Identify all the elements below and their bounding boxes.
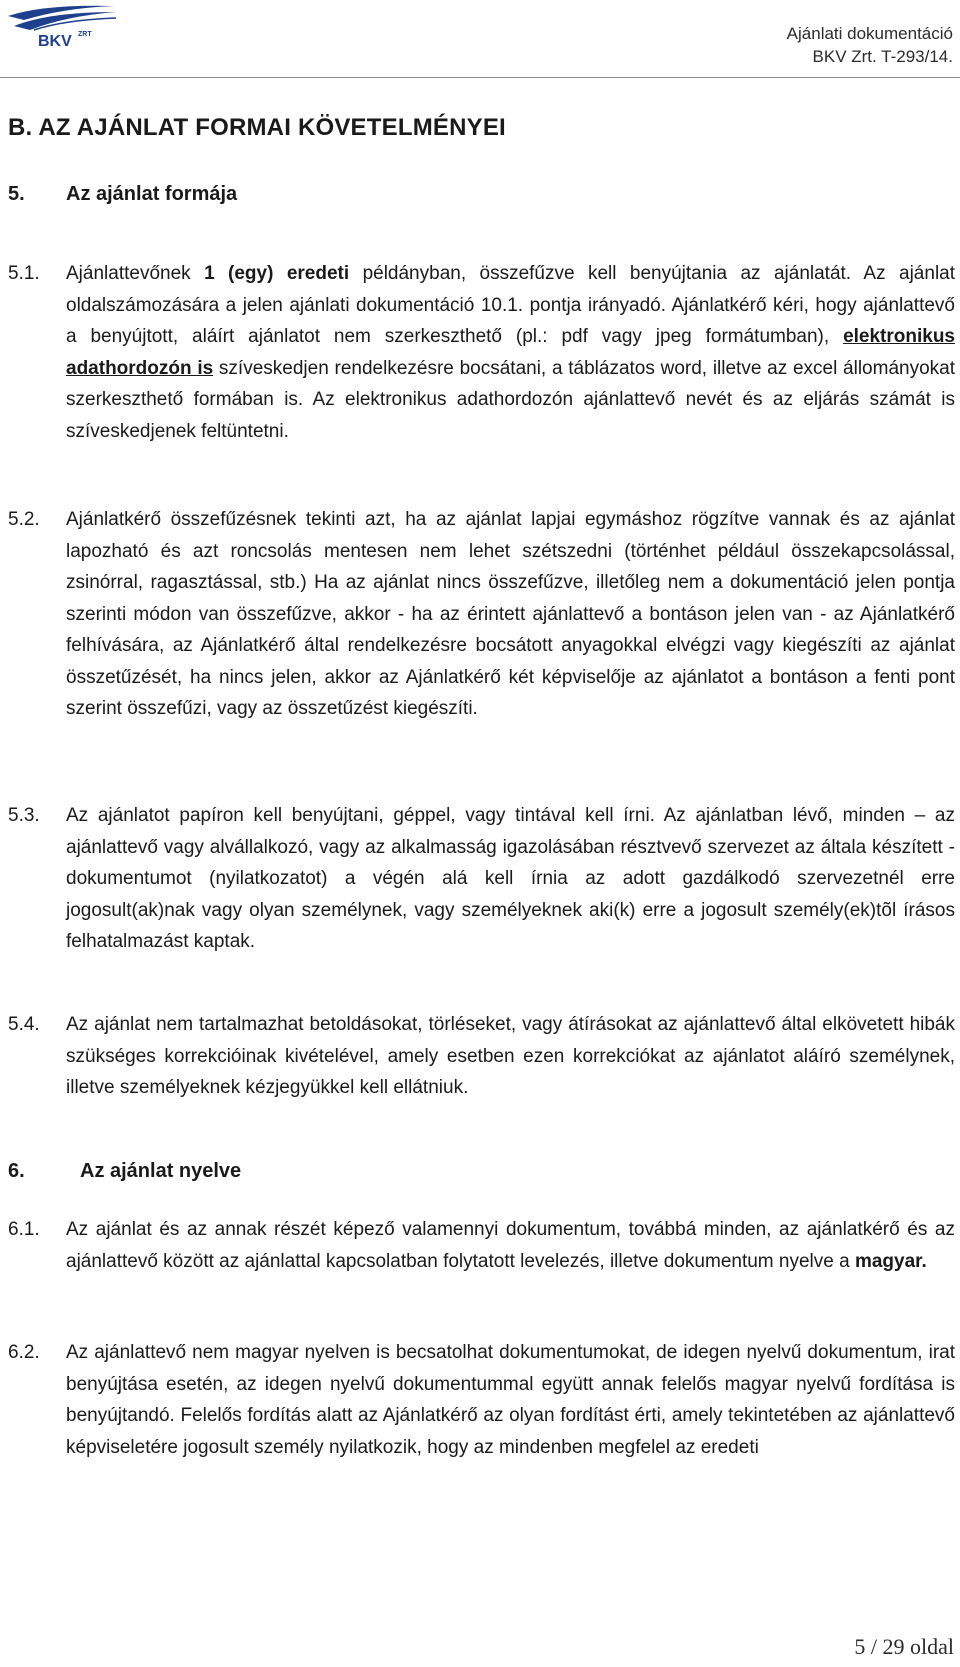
header-doc-ref: BKV Zrt. T-293/14.	[812, 47, 953, 66]
emphasis-language: magyar.	[854, 1250, 927, 1272]
header-divider	[0, 77, 960, 78]
svg-text:BKV: BKV	[38, 33, 72, 50]
para-6-2: Az ajánlattevő nem magyar nyelven is becsatolhat dokumentumokat, de idegen nyelvű dokumentum, irat benyújtása esetén, az idegen nyelvű dokumentummal együtt annak felelős magyar nyelvű fordítása is benyújtandó. Felelős fordítás alatt az Ajánlatkérő az olyan fordítást érti, amely tekintetében az ajánlattevő képviseletére jogosult személy nyilatkozik, hogy az mindenben megfelel az eredeti	[66, 1342, 955, 1458]
para-6-1-number: 6.1.	[8, 1219, 40, 1240]
para-6-1: Az ajánlat és az annak részét képező valamennyi dokumentum, továbbá minden, az ajánlatkérő és az ajánlattevő között az ajánlattal kapcsolatban folytatott levelezés, illetve dokumentum nyelve a magyar.	[66, 1219, 955, 1272]
header-doc-title: Ajánlati dokumentáció	[786, 24, 953, 43]
emphasis-original-count: 1 (egy) eredeti	[204, 263, 350, 284]
para-5-2-number: 5.2.	[8, 509, 40, 530]
main-heading: B. AZ AJÁNLAT FORMAI KÖVETELMÉNYEI	[8, 114, 506, 141]
para-5-2: Ajánlatkérő összefűzésnek tekinti azt, ha az ajánlat lapjai egymáshoz rögzítve vannak és az ajánlat lapozható és azt roncsolás mentesen nem lehet szétszedni (történhet például összekapcsolással, zsinórral, ragasztással, stb.) Ha az ajánlat nincs összefűzve, illetőleg nem a dokumentáció jelen pontja szerinti módon van összefűzve, akkor - ha az érintett ajánlattevő a bontáson jelen van - az Ajánlatkérő felhívására, az Ajánlatkérő által rendelkezésre bocsátott anyagokkal elvégzi vagy kiegészíti az ajánlat összetűzését, ha nincs jelen, akkor az Ajánlatkérő két képviselője az ajánlatot a bontáson a fenti pont szerint összefűzi, vagy az összetűzést kiegészíti.	[66, 509, 955, 719]
para-5-3: Az ajánlatot papíron kell benyújtani, géppel, vagy tintával kell írni. Az ajánlatban lévő, minden – az ajánlattevő vagy alvállalkozó, vagy az alkalmasság igazolásában résztvevő szervezet az általa készített - dokumentumot (nyilatkozatot) a végén alá kell írnia az adott gazdálkodó szervezetnél erre jogosult(ak)nak vagy olyan személynek, vagy személyeknek aki(k) erre a jogosult személy(ek)tõl írásos felhatalmazást kaptak.	[66, 805, 955, 952]
section-6-title: Az ajánlat nyelve	[80, 1160, 242, 1182]
para-5-4-number: 5.4.	[8, 1014, 40, 1035]
section-6-number: 6.	[8, 1160, 25, 1182]
emphasis-electronic-media: elektronikus adathordozón is	[66, 326, 955, 379]
section-5-number: 5.	[8, 183, 25, 205]
svg-text:ZRT: ZRT	[78, 31, 92, 38]
section-5-title: Az ajánlat formája	[66, 183, 238, 205]
para-6-2-number: 6.2.	[8, 1342, 40, 1363]
page-header	[0, 0, 960, 80]
para-5-1: Ajánlattevőnek 1 (egy) eredeti példányban, összefűzve kell benyújtania az ajánlatát. Az ajánlat oldalszámozására a jelen ajánlati dokumentáció 10.1. pontja irányadó. Ajánlatkérő kéri, hogy ajánlattevő a benyújtott, aláírt ajánlatot nem szerkeszthető (pl.: pdf vagy jpeg formátumban), elektronikus adathordozón is szíveskedjen rendelkezésre bocsátani, a táblázatos word, illetve az excel állományokat szerkeszthető formában is. Az elektronikus adathordozón ajánlattevő nevét és az eljárás számát is szíveskedjenek feltüntetni.	[66, 263, 956, 442]
page-number: 5 / 29 oldal	[854, 1634, 954, 1659]
para-5-3-number: 5.3.	[8, 805, 40, 826]
para-5-4: Az ajánlat nem tartalmazhat betoldásokat, törléseket, vagy átírásokat az ajánlattevő által elkövetett hibák szükséges korrekcióinak kivételével, amely esetben ezen korrekciókat az ajánlatot aláíró személynek, illetve személyeknek kézjegyükkel kell ellátniuk.	[66, 1014, 955, 1098]
header-doc-info	[787, 22, 953, 68]
bkv-logo	[4, 2, 122, 52]
para-5-1-number: 5.1.	[8, 263, 40, 284]
